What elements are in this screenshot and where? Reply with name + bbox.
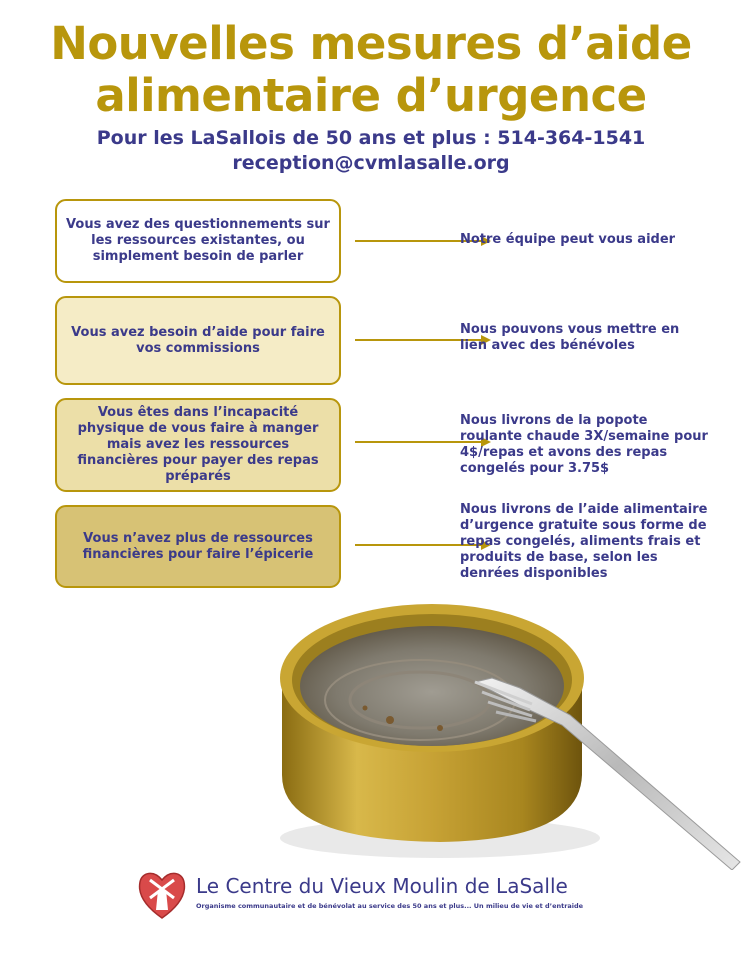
answer-text-4: Nous livrons de l’aide alimentaire d’urgence gratuite sous forme de repas congelés, aliments frais et produits de base, selon les denrées disponibles [460, 502, 708, 581]
help-row-1 [55, 199, 715, 283]
title-line-2: alimentaire d’urgence [95, 69, 647, 122]
tin-can-fork-image [270, 600, 742, 870]
answer-text-1: Notre équipe peut vous aider [460, 232, 676, 247]
title-line-1: Nouvelles mesures d’aide [50, 17, 692, 70]
organization-tagline: Organisme communautaire et de bénévolat au service des 50 ans et plus... Un milieu de vie et d’entraide [196, 902, 584, 910]
question-box-4 [55, 505, 341, 588]
heart-windmill-logo-icon [136, 868, 188, 922]
contact-info [0, 126, 742, 176]
question-text-1: Vous avez des questionnements sur les ressources existantes, ou simplement besoin de parler [66, 217, 330, 264]
question-text-3: Vous êtes dans l’incapacité physique de vous faire à manger mais avez les ressources financières pour payer des repas préparés [77, 405, 319, 484]
help-row-4 [55, 502, 715, 588]
answer-text-3: Nous livrons de la popote roulante chaude 3X/semaine pour 4$/repas et avons des repas congelés pour 3.75$ [460, 413, 708, 476]
help-row-3 [55, 398, 715, 492]
question-text-4: Vous n’avez plus de ressources financières pour faire l’épicerie [82, 530, 314, 562]
contact-email-line: reception@cvmlasalle.org [232, 152, 510, 174]
question-box-1 [55, 199, 341, 283]
question-box-2 [55, 296, 341, 385]
organization-footer [136, 868, 656, 924]
help-row-2 [55, 296, 715, 385]
organization-name: Le Centre du Vieux Moulin de LaSalle [196, 874, 568, 898]
answer-text-2: Nous pouvons vous mettre en lien avec des bénévoles [460, 322, 680, 353]
page-title [0, 18, 742, 122]
question-box-3 [55, 398, 341, 492]
contact-phone-line: Pour les LaSallois de 50 ans et plus : 514-364-1541 [96, 127, 646, 149]
question-text-2: Vous avez besoin d’aide pour faire vos commissions [71, 324, 325, 356]
